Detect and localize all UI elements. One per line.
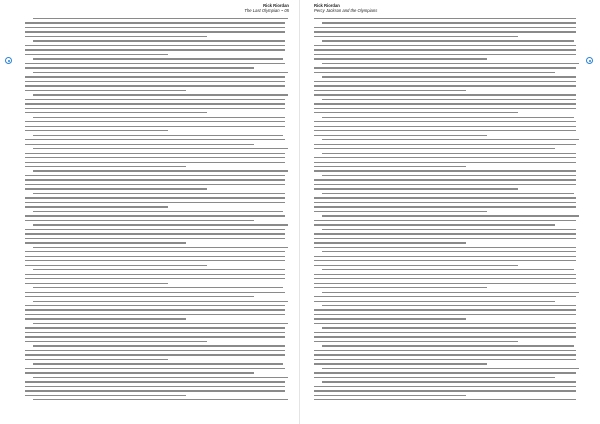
text-line xyxy=(314,54,576,55)
text-line xyxy=(314,126,576,127)
text-line xyxy=(33,247,288,248)
text-line xyxy=(314,162,576,163)
text-line xyxy=(314,170,576,171)
text-line xyxy=(33,94,288,95)
text-line xyxy=(25,188,207,189)
text-line xyxy=(314,256,576,257)
text-line xyxy=(25,54,168,55)
text-line xyxy=(314,121,576,122)
text-line xyxy=(33,377,288,378)
text-line xyxy=(25,99,285,100)
text-line xyxy=(25,238,285,239)
text-line xyxy=(314,377,555,378)
text-line xyxy=(314,309,576,310)
text-line xyxy=(33,323,288,324)
text-line xyxy=(25,278,285,279)
text-line xyxy=(314,184,576,185)
text-line xyxy=(33,345,285,346)
text-line xyxy=(314,224,555,225)
text-line xyxy=(25,81,285,82)
text-line xyxy=(314,354,576,355)
text-line xyxy=(314,31,576,32)
text-line xyxy=(314,265,518,266)
text-line xyxy=(25,332,285,333)
text-line xyxy=(322,153,576,154)
text-line xyxy=(322,292,579,293)
text-line xyxy=(314,94,576,95)
left-page-header xyxy=(244,3,289,13)
text-line xyxy=(25,381,285,382)
text-line xyxy=(25,341,207,342)
text-line xyxy=(314,247,576,248)
text-line xyxy=(322,139,579,140)
text-line xyxy=(33,399,288,400)
text-line xyxy=(322,117,574,118)
text-line xyxy=(314,372,576,373)
text-line xyxy=(314,72,555,73)
text-line xyxy=(25,31,285,32)
text-line xyxy=(322,327,576,328)
text-line xyxy=(314,18,576,19)
text-line xyxy=(314,103,576,104)
text-line xyxy=(322,215,579,216)
text-line xyxy=(25,22,285,23)
text-line xyxy=(33,224,288,225)
text-line xyxy=(322,63,579,64)
text-line xyxy=(25,372,254,373)
text-line xyxy=(25,202,285,203)
text-line xyxy=(25,251,285,252)
text-line xyxy=(25,108,285,109)
text-line xyxy=(33,301,288,302)
text-line xyxy=(314,386,576,387)
text-line xyxy=(33,148,288,149)
text-line xyxy=(314,49,576,50)
text-line xyxy=(314,130,576,131)
text-line xyxy=(322,22,576,23)
text-line xyxy=(25,144,254,145)
text-line xyxy=(314,314,576,315)
text-line xyxy=(33,211,283,212)
text-line xyxy=(25,153,285,154)
text-line xyxy=(322,193,574,194)
text-line xyxy=(25,179,285,180)
text-line xyxy=(25,63,285,64)
text-line xyxy=(314,399,576,400)
text-line xyxy=(33,117,285,118)
text-line xyxy=(314,27,576,28)
left-margin-marker-icon[interactable] xyxy=(5,57,12,64)
text-line xyxy=(25,175,285,176)
right-header-author: Rick Riordan xyxy=(314,3,340,8)
text-line xyxy=(25,354,285,355)
text-line xyxy=(322,269,574,270)
text-line xyxy=(314,148,555,149)
text-line xyxy=(25,76,285,77)
text-line xyxy=(25,103,285,104)
text-line xyxy=(314,341,518,342)
text-line xyxy=(25,130,168,131)
text-line xyxy=(25,206,168,207)
text-line xyxy=(25,314,285,315)
text-line xyxy=(33,40,285,41)
text-line xyxy=(314,301,555,302)
text-line xyxy=(25,309,285,310)
text-line xyxy=(25,350,285,351)
text-line xyxy=(25,305,285,306)
text-line xyxy=(25,27,285,28)
text-line xyxy=(25,296,254,297)
text-line xyxy=(25,90,186,91)
text-line xyxy=(33,193,285,194)
text-line xyxy=(314,395,466,396)
text-line xyxy=(25,229,285,230)
text-line xyxy=(25,157,285,158)
text-line xyxy=(322,305,576,306)
text-line xyxy=(25,45,285,46)
text-line xyxy=(33,18,288,19)
text-line xyxy=(33,58,283,59)
right-header-subtitle: Percy Jackson and the Olympians xyxy=(314,8,378,13)
text-line xyxy=(314,220,576,221)
right-page xyxy=(300,0,600,424)
text-line xyxy=(314,108,576,109)
left-header-subtitle: The Last Olympian ~ 05 xyxy=(244,8,289,13)
text-line xyxy=(25,292,285,293)
text-line xyxy=(322,251,576,252)
right-page-text xyxy=(314,18,576,414)
text-line xyxy=(25,121,285,122)
text-line xyxy=(314,350,576,351)
text-line xyxy=(25,139,285,140)
text-line xyxy=(314,81,576,82)
text-line xyxy=(314,287,487,288)
text-line xyxy=(25,233,285,234)
text-line xyxy=(33,72,288,73)
text-line xyxy=(25,162,285,163)
text-line xyxy=(25,274,285,275)
right-page-header xyxy=(314,3,377,13)
text-line xyxy=(25,283,168,284)
text-line xyxy=(314,336,576,337)
text-line xyxy=(314,202,576,203)
text-line xyxy=(314,85,576,86)
text-line xyxy=(314,278,576,279)
right-margin-marker-icon[interactable] xyxy=(586,57,593,64)
text-line xyxy=(25,368,285,369)
text-line xyxy=(314,90,466,91)
text-line xyxy=(25,386,285,387)
text-line xyxy=(25,197,285,198)
text-line xyxy=(314,112,518,113)
text-line xyxy=(314,157,576,158)
text-line xyxy=(25,67,254,68)
text-line xyxy=(314,144,576,145)
text-line xyxy=(25,260,285,261)
text-line xyxy=(314,166,466,167)
text-line xyxy=(33,269,285,270)
text-line xyxy=(25,220,254,221)
text-line xyxy=(33,363,283,364)
text-line xyxy=(314,283,576,284)
text-line xyxy=(25,49,285,50)
text-line xyxy=(322,229,576,230)
text-line xyxy=(314,36,518,37)
text-line xyxy=(33,287,283,288)
text-line xyxy=(25,36,207,37)
text-line xyxy=(314,323,576,324)
text-line xyxy=(25,336,285,337)
text-line xyxy=(314,211,487,212)
text-line xyxy=(33,135,283,136)
text-line xyxy=(314,135,487,136)
left-page-text xyxy=(25,18,285,414)
text-line xyxy=(25,126,285,127)
text-line xyxy=(25,265,207,266)
text-line xyxy=(25,318,186,319)
text-line xyxy=(314,67,576,68)
text-line xyxy=(322,345,574,346)
text-line xyxy=(314,296,576,297)
text-line xyxy=(322,40,574,41)
text-line xyxy=(25,390,285,391)
text-line xyxy=(322,175,576,176)
text-line xyxy=(314,318,466,319)
text-line xyxy=(25,184,285,185)
text-line xyxy=(314,363,487,364)
text-line xyxy=(314,58,487,59)
text-line xyxy=(25,215,285,216)
text-line xyxy=(25,242,186,243)
text-line xyxy=(314,274,576,275)
text-line xyxy=(314,242,466,243)
text-line xyxy=(25,166,186,167)
text-line xyxy=(314,332,576,333)
text-line xyxy=(314,45,576,46)
text-line xyxy=(25,395,186,396)
text-line xyxy=(25,359,168,360)
text-line xyxy=(314,260,576,261)
text-line xyxy=(25,112,207,113)
text-line xyxy=(314,233,576,234)
text-line xyxy=(322,381,576,382)
text-line xyxy=(314,188,518,189)
text-line xyxy=(25,327,285,328)
text-line xyxy=(314,179,576,180)
text-line xyxy=(322,99,576,100)
text-line xyxy=(322,76,576,77)
text-line xyxy=(314,238,576,239)
left-header-author: Rick Riordan xyxy=(263,3,289,8)
text-line xyxy=(314,359,576,360)
text-line xyxy=(25,256,285,257)
text-line xyxy=(314,197,576,198)
text-line xyxy=(33,170,288,171)
text-line xyxy=(314,390,576,391)
text-line xyxy=(314,206,576,207)
text-line xyxy=(25,85,285,86)
text-line xyxy=(322,368,579,369)
